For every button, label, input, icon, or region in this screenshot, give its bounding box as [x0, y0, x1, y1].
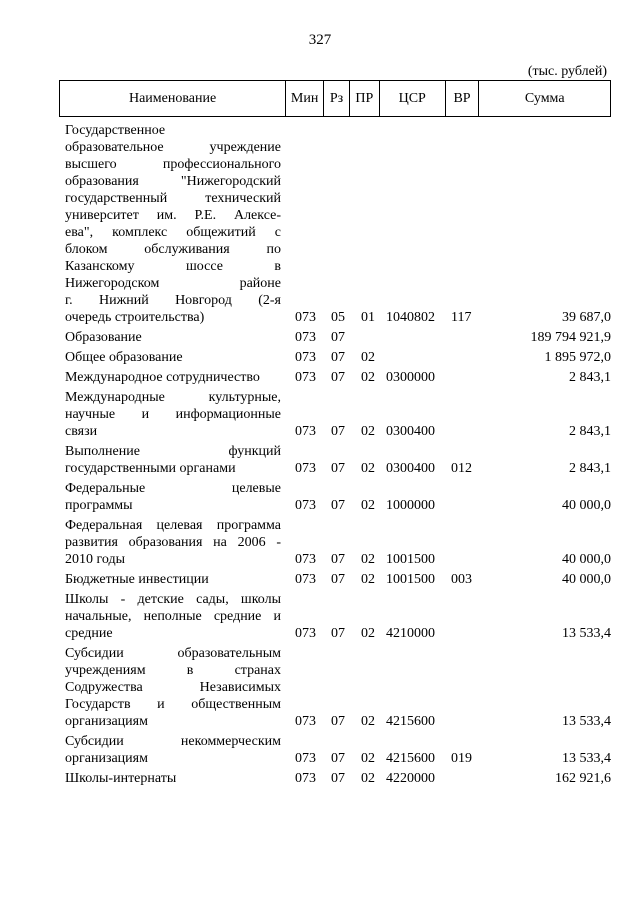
row-name-last-line: государственными органами	[65, 461, 236, 476]
cell-pr: 02	[361, 498, 375, 513]
row-name-line: научные и информационные	[65, 407, 281, 422]
table-header	[59, 80, 611, 117]
cell-rz: 07	[331, 350, 345, 365]
table-row	[59, 517, 611, 568]
table-row	[59, 122, 611, 326]
cell-pr: 02	[361, 370, 375, 385]
table-row	[59, 369, 611, 386]
cell-csr: 0300000	[386, 370, 435, 385]
cell-csr: 1000000	[386, 498, 435, 513]
row-name-line: университет им. Р.Е. Алексе-	[65, 208, 281, 223]
cell-pr: 02	[361, 714, 375, 729]
cell-sum: 13 533,4	[562, 714, 611, 729]
cell-rz: 07	[331, 424, 345, 439]
cell-csr: 1001500	[386, 552, 435, 567]
page-number: 327	[308, 32, 332, 48]
table-row	[59, 645, 611, 730]
cell-min: 073	[295, 751, 316, 766]
row-name	[65, 571, 281, 588]
cell-csr: 1040802	[386, 310, 435, 325]
row-name-last-line: программы	[65, 498, 133, 513]
header-csr: ЦСР	[380, 81, 446, 116]
table-body	[59, 122, 611, 790]
cell-rz: 07	[331, 498, 345, 513]
cell-pr: 02	[361, 552, 375, 567]
cell-rz: 07	[331, 572, 345, 587]
cell-min: 073	[295, 461, 316, 476]
cell-pr: 02	[361, 424, 375, 439]
cell-csr: 0300400	[386, 424, 435, 439]
row-name-last-line: Бюджетные инвестиции	[65, 572, 209, 587]
table-row	[59, 443, 611, 477]
units-label: (тыс. рублей)	[527, 64, 607, 79]
row-name-last-line: Образование	[65, 330, 142, 345]
cell-rz: 07	[331, 771, 345, 786]
cell-vr: 117	[451, 310, 472, 325]
cell-min: 073	[295, 626, 316, 641]
cell-pr: 02	[361, 751, 375, 766]
row-name-line: образовательное учреждение	[65, 140, 281, 155]
row-name	[65, 645, 281, 730]
row-name-last-line: организациям	[65, 714, 148, 729]
row-name	[65, 517, 281, 568]
cell-csr: 4220000	[386, 771, 435, 786]
header-vr: ВР	[446, 81, 480, 116]
cell-rz: 05	[331, 310, 345, 325]
row-name	[65, 443, 281, 477]
cell-min: 073	[295, 350, 316, 365]
row-name-line: Выполнение функций	[65, 444, 281, 459]
cell-csr: 1001500	[386, 572, 435, 587]
row-name-line: Содружества Независимых	[65, 680, 281, 695]
row-name	[65, 349, 281, 366]
header-sum: Сумма	[524, 90, 565, 106]
header-pr: ПР	[350, 81, 380, 116]
row-name	[65, 122, 281, 326]
header-min: Мин	[286, 81, 324, 116]
cell-vr: 003	[451, 572, 472, 587]
cell-min: 073	[295, 310, 316, 325]
row-name-line: Нижегородском районе	[65, 276, 281, 291]
row-name-line: высшего профессионального	[65, 157, 281, 172]
cell-rz: 07	[331, 626, 345, 641]
table-row	[59, 591, 611, 642]
table-row	[59, 389, 611, 440]
row-name-line: учреждениям в странах	[65, 663, 281, 678]
cell-sum: 189 794 921,9	[530, 330, 611, 345]
row-name-last-line: очередь строительства)	[65, 310, 205, 325]
table-row	[59, 733, 611, 767]
cell-vr: 019	[451, 751, 472, 766]
cell-pr: 02	[361, 771, 375, 786]
cell-min: 073	[295, 572, 316, 587]
cell-rz: 07	[331, 552, 345, 567]
cell-sum: 40 000,0	[562, 572, 611, 587]
cell-pr: 02	[361, 572, 375, 587]
row-name-line: г. Нижний Новгород (2-я	[65, 293, 281, 308]
row-name-line: начальные, неполные средние и	[65, 609, 281, 624]
table-row	[59, 329, 611, 346]
row-name	[65, 480, 281, 514]
cell-min: 073	[295, 771, 316, 786]
table-row	[59, 571, 611, 588]
row-name-last-line: Международное сотрудничество	[65, 370, 260, 385]
row-name-line: Субсидии некоммерческим	[65, 734, 281, 749]
row-name-line: Государств и общественным	[65, 697, 281, 712]
cell-min: 073	[295, 498, 316, 513]
cell-sum: 2 843,1	[569, 461, 611, 476]
cell-rz: 07	[331, 330, 345, 345]
row-name	[65, 369, 281, 386]
cell-csr: 0300400	[386, 461, 435, 476]
cell-sum: 2 843,1	[569, 370, 611, 385]
row-name-line: Казанскому шоссе в	[65, 259, 281, 274]
cell-pr: 02	[361, 626, 375, 641]
cell-sum: 40 000,0	[562, 552, 611, 567]
header-name: Наименование	[60, 81, 286, 116]
cell-rz: 07	[331, 461, 345, 476]
row-name-last-line: организациям	[65, 751, 148, 766]
cell-sum: 13 533,4	[562, 626, 611, 641]
row-name-line: Федеральные целевые	[65, 481, 281, 496]
row-name-line: Международные культурные,	[65, 390, 281, 405]
cell-min: 073	[295, 552, 316, 567]
cell-sum: 40 000,0	[562, 498, 611, 513]
row-name	[65, 389, 281, 440]
cell-sum: 13 533,4	[562, 751, 611, 766]
row-name	[65, 591, 281, 642]
cell-pr: 02	[361, 461, 375, 476]
cell-csr: 4210000	[386, 626, 435, 641]
row-name-line: блоком обслуживания по	[65, 242, 281, 257]
row-name-last-line: связи	[65, 424, 98, 439]
row-name	[65, 733, 281, 767]
row-name-line: государственный технический	[65, 191, 281, 206]
row-name-line: Федеральная целевая программа	[65, 518, 281, 533]
row-name-line: образования "Нижегородский	[65, 174, 281, 189]
cell-vr: 012	[451, 461, 472, 476]
cell-sum: 1 895 972,0	[544, 350, 611, 365]
cell-min: 073	[295, 424, 316, 439]
row-name-last-line: 2010 годы	[65, 552, 126, 567]
cell-rz: 07	[331, 714, 345, 729]
cell-rz: 07	[331, 370, 345, 385]
row-name-last-line: средние	[65, 626, 113, 641]
table-row	[59, 349, 611, 366]
cell-pr: 02	[361, 350, 375, 365]
table-row	[59, 480, 611, 514]
table-row	[59, 770, 611, 787]
cell-min: 073	[295, 370, 316, 385]
cell-rz: 07	[331, 751, 345, 766]
cell-min: 073	[295, 330, 316, 345]
cell-min: 073	[295, 714, 316, 729]
row-name-line: Школы - детские сады, школы	[65, 592, 281, 607]
cell-pr: 01	[361, 310, 375, 325]
row-name	[65, 770, 281, 787]
row-name-last-line: Школы-интернаты	[65, 771, 177, 786]
cell-csr: 4215600	[386, 714, 435, 729]
row-name-line: Субсидии образовательным	[65, 646, 281, 661]
header-rz: Рз	[324, 81, 350, 116]
row-name-last-line: Общее образование	[65, 350, 183, 365]
cell-sum: 162 921,6	[555, 771, 611, 786]
row-name-line: развития образования на 2006 -	[65, 535, 281, 550]
row-name	[65, 329, 281, 346]
cell-csr: 4215600	[386, 751, 435, 766]
cell-sum: 39 687,0	[562, 310, 611, 325]
cell-sum: 2 843,1	[569, 424, 611, 439]
row-name-line: ева", комплекс общежитий с	[65, 225, 281, 240]
row-name-line: Государственное	[65, 123, 166, 138]
